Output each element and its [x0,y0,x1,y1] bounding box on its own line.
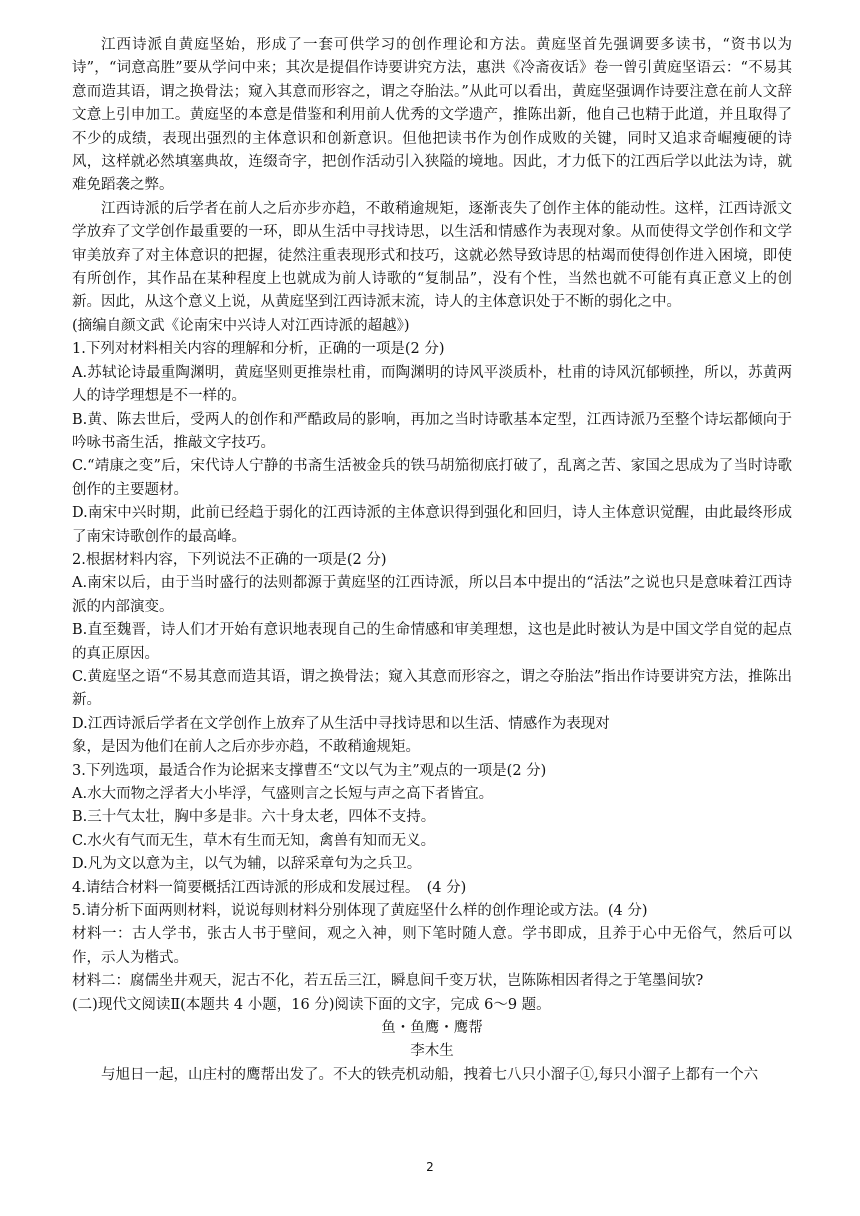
passage-paragraph-1: 江西诗派自黄庭坚始，形成了一套可供学习的创作理论和方法。黄庭坚首先强调要多读书，“资书以为诗”，“词意高胜”要从学问中来；其次是提倡作诗要讲究方法，惠洪《冷斋夜话》卷一曾引黄庭坚语云：“不易其意而造其语，谓之换骨法；窥入其意而形容之，谓之夺胎法。”从此可以看出，黄庭坚强调作诗要注意在前人文辞文意上引申加工。黄庭坚的本意是借鉴和利用前人优秀的文学遗产，推陈出新，他自己也精于此道，并且取得了不少的成绩，表现出强烈的主体意识和创新意识。但他把读书作为创作成败的关键，同时又追求奇崛瘦硬的诗风，这样就必然填塞典故，连缀奇字，把创作活动引入狭隘的境地。因此，才力低下的江西后学以此法为诗，就难免蹈袭之弊。 [72,37,792,194]
question-5-material-2: 材料二：腐儒坐井观天，泥古不化，若五岳三江，瞬息间千变万状，岂陈陈相因者得之于笔墨间欤? [72,973,704,990]
page-number: 2 [426,1160,434,1174]
section-2-author: 李木生 [410,1043,454,1060]
question-1-option-c: C.“靖康之变”后，宋代诗人宁静的书斋生活被金兵的铁马胡笳彻底打破了，乱离之苦、家国之思成为了当时诗歌创作的主要题材。 [72,458,792,498]
question-5-material-1: 材料一：古人学书，张古人书于壁间，观之入神，则下笔时随人意。学书即成，且养于心中无俗气，然后可以作，示人为楷式。 [72,926,792,966]
passage-source: (摘编自颜文武《论南宋中兴诗人对江西诗派的超越》) [72,317,410,334]
section-2-paragraph-1: 与旭日一起，山庄村的鹰帮出发了。不大的铁壳机动船，拽着七八只小溜子①,每只小溜子上都有一个六 [101,1066,759,1083]
question-3-option-a: A.水大而物之浮者大小毕浮，气盛则言之长短与声之高下者皆宜。 [72,786,494,802]
question-2-option-a: A.南宋以后，由于当时盛行的法则都源于黄庭坚的江西诗派，所以吕本中提出的“活法”之说也只是意味着江西诗派的内部演变。 [72,575,792,615]
question-1-option-a: A.苏轼论诗最重陶渊明，黄庭坚则更推崇杜甫，而陶渊明的诗风平淡质朴，杜甫的诗风沉郁顿挫，所以，苏黄两人的诗学理想是不一样的。 [72,364,792,405]
question-5-stem: 5.请分析下面两则材料，说说每则材料分别体现了黄庭坚什么样的创作理论或方法。(4 分) [72,903,648,920]
question-2-option-c: C.黄庭坚之语“不易其意而造其语，谓之换骨法；窥入其意而形容之，谓之夺胎法”指出作诗要讲究方法，推陈出新。 [72,668,792,709]
question-3-option-b: B.三十气太壮，胸中多是非。六十身太老，四体不支持。 [72,809,436,826]
question-1-stem: 1.下列对材料相关内容的理解和分析，正确的一项是(2 分) [72,341,445,358]
question-2-stem: 2.根据材料内容，下列说法不正确的一项是(2 分) [72,551,387,568]
question-3-option-d: D.凡为文以意为主，以气为辅，以辞采章句为之兵卫。 [72,856,422,873]
question-1-option-b: B.黄、陈去世后，受两人的创作和严酷政局的影响，再加之当时诗歌基本定型，江西诗派乃至整个诗坛都倾向于吟咏书斋生活，推敲文字技巧。 [72,411,792,451]
passage-paragraph-2: 江西诗派的后学者在前人之后亦步亦趋，不敢稍逾规矩，逐渐丧失了创作主体的能动性。这样，江西诗派文学放弃了文学创作最重要的一环，即从生活中寻找诗思，以生活和情感作为表现对象。从而使得文学创作和文学审美放弃了对主体意识的把握，徒然注重表现形式和技巧，这就必然导致诗思的枯竭而使得创作进入困境，即使有所创作，其作品在某种程度上也就成为前人诗歌的“复制品”，没有个性，当然也就不可能有真正意义上的创新。因此，从这个意义上说，从黄庭坚到江西诗派末流，诗人的主体意识处于不断的弱化之中。 [72,200,792,311]
question-2-option-d-line-1: D.江西诗派后学者在文学创作上放弃了从生活中寻找诗思和以生活、情感作为表现对 [72,715,610,732]
question-2-option-d-line-2: 象，是因为他们在前人之后亦步亦趋，不敢稍逾规矩。 [72,739,420,756]
question-3-option-c: C.水火有气而无生，草木有生而无知，禽兽有知而无义。 [72,832,436,849]
section-2-title: 鱼・鱼鹰・鹰帮 [381,1020,483,1037]
question-2-option-b: B.直至魏晋，诗人们才开始有意识地表现自己的生命情感和审美理想，这也是此时被认为是中国文学自觉的起点的真正原因。 [72,622,792,662]
section-2-heading: (二)现代文阅读Ⅱ(本题共 4 小题，16 分)阅读下面的文字，完成 6～9 题。 [72,996,551,1013]
question-1-option-d: D.南宋中兴时期，此前已经趋于弱化的江西诗派的主体意识得到强化和回归，诗人主体意识觉醒，由此最终形成了南宋诗歌创作的最高峰。 [72,505,792,545]
question-4: 4.请结合材料一简要概括江西诗派的形成和发展过程。 (4 分) [72,879,467,896]
document-page [72,34,792,1087]
question-3-stem: 3.下列选项，最适合作为论据来支撑曹丕“文以气为主”观点的一项是(2 分) [72,762,547,779]
